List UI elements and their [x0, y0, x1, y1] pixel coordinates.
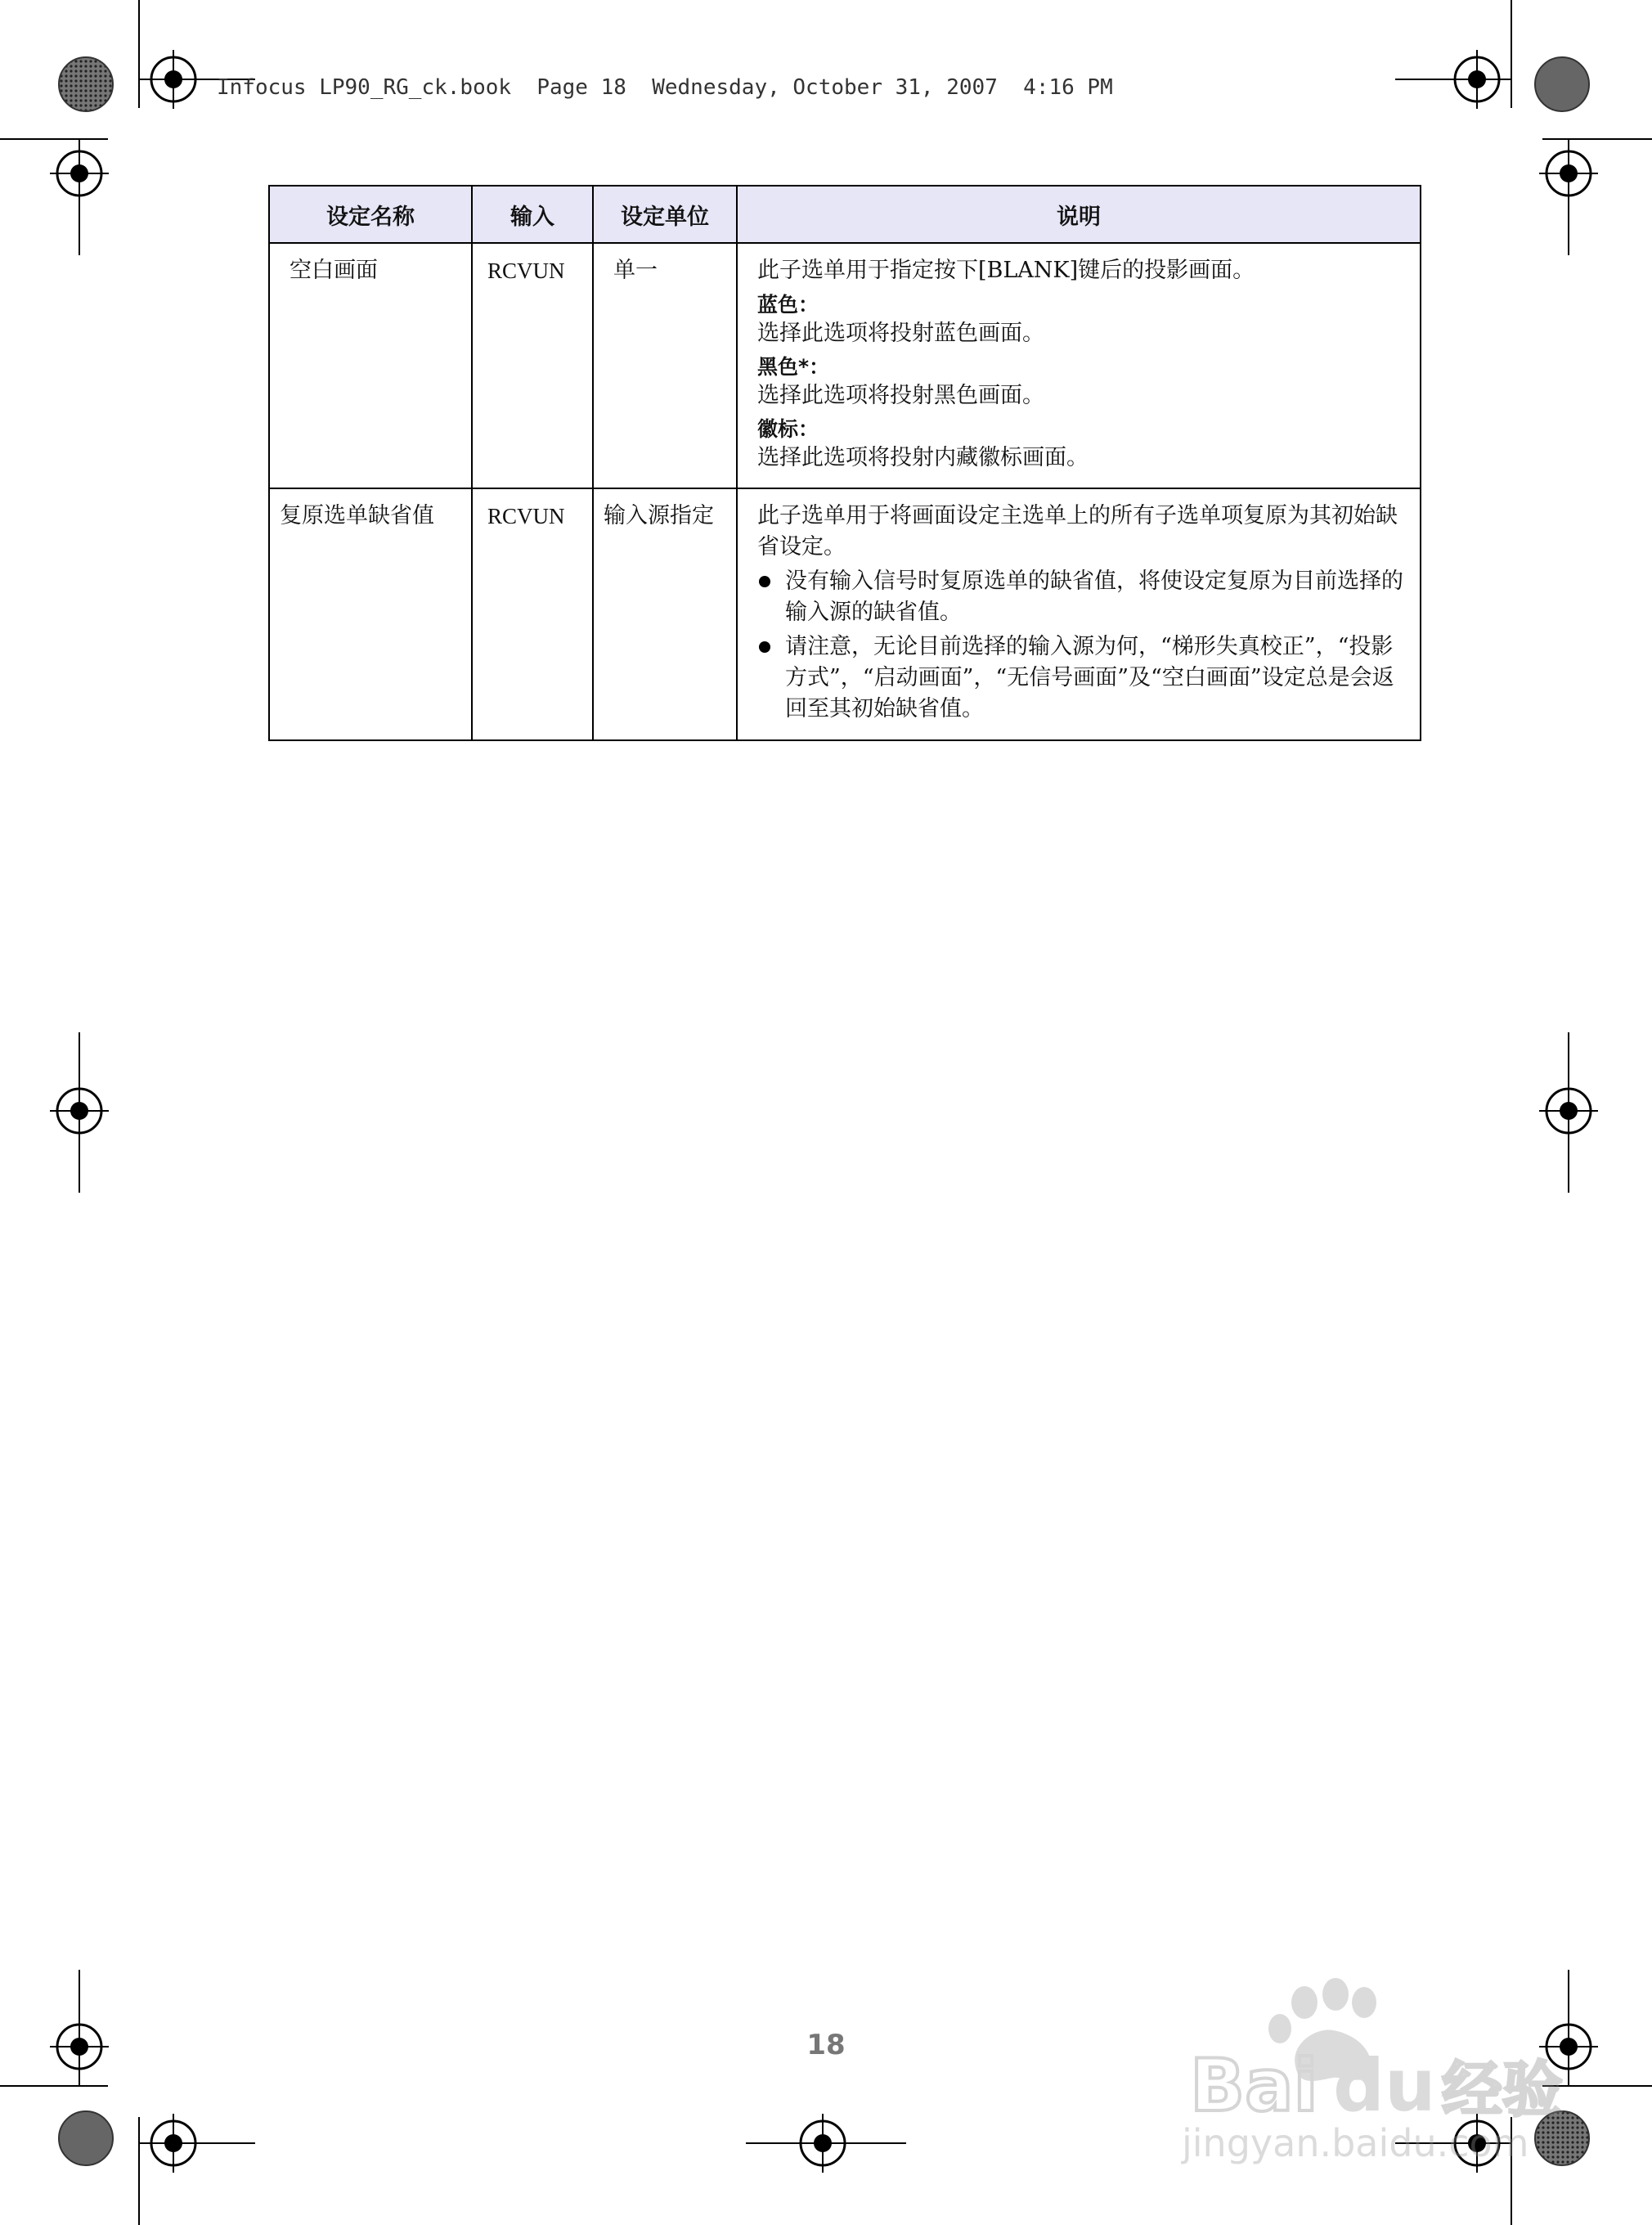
- table-header-row: [269, 186, 1421, 243]
- description-intro: 此子选单用于将画面设定主选单上的所有子选单项复原为其初始缺省设定。: [757, 503, 1398, 560]
- option-title: 黑色*：: [757, 355, 830, 379]
- header-description: 说明: [737, 186, 1421, 243]
- svg-text:jingyan.baidu.com: jingyan.baidu.com: [1182, 2121, 1529, 2165]
- table-row: [269, 243, 1421, 488]
- bullet-list: [757, 566, 1405, 725]
- option-title: 蓝色：: [757, 293, 819, 317]
- table-row: [269, 488, 1421, 740]
- option-text: 选择此选项将投射黑色画面。: [757, 383, 1044, 408]
- option-text: 选择此选项将投射蓝色画面。: [757, 321, 1044, 346]
- header-input: 输入: [472, 186, 593, 243]
- svg-text:Bai: Bai: [1190, 2043, 1318, 2128]
- row-setting-unit: 输入源指定: [593, 488, 737, 740]
- bullet-text: 请注意，无论目前选择的输入源为何，“梯形失真校正”，“投影方式”，“启动画面”，“无信号画面”及“空白画面”设定总是会返回至其初始缺省值。: [785, 634, 1394, 721]
- list-item: [757, 632, 1405, 725]
- list-item: [757, 566, 1405, 628]
- settings-table: [268, 185, 1421, 741]
- row-setting-unit: 单一: [593, 243, 737, 488]
- row-setting-name: 空白画面: [269, 243, 472, 488]
- option-text: 选择此选项将投射内藏徽标画面。: [757, 445, 1089, 470]
- baidu-jingyan-watermark: [1165, 1971, 1623, 2168]
- row-input: RCVUN: [472, 243, 593, 488]
- svg-text:du: du: [1333, 2043, 1436, 2128]
- description-intro: 此子选单用于指定按下[BLANK]键后的投影画面。: [757, 258, 1255, 283]
- svg-text:经验: 经验: [1442, 2055, 1563, 2125]
- row-description: [737, 488, 1421, 740]
- row-input: RCVUN: [472, 488, 593, 740]
- bullet-text: 没有输入信号时复原选单的缺省值，将使设定复原为目前选择的输入源的缺省值。: [785, 569, 1403, 625]
- print-slug-header: Infocus LP90_RG_ck.book Page 18 Wednesday, October 31, 2007 4:16 PM: [217, 75, 1113, 100]
- page-number: 18: [806, 2029, 846, 2061]
- row-description: [737, 243, 1421, 488]
- bullet-icon: [759, 641, 770, 653]
- header-setting-unit: 设定单位: [593, 186, 737, 243]
- header-setting-name: 设定名称: [269, 186, 472, 243]
- option-title: 徽标：: [757, 417, 819, 441]
- row-setting-name: 复原选单缺省值: [269, 488, 472, 740]
- bullet-icon: [759, 576, 770, 587]
